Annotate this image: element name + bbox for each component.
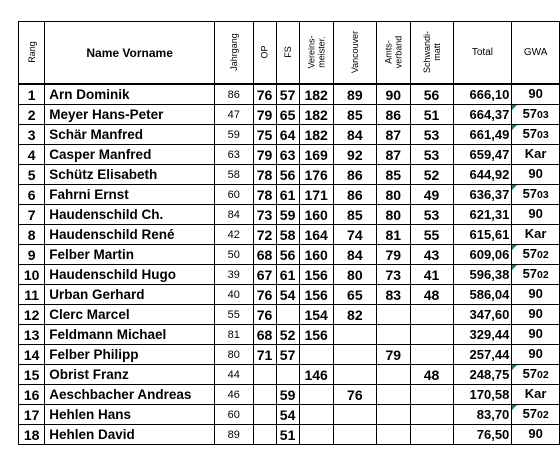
gwa-value: 90: [528, 286, 543, 301]
cell-amtsverband: 87: [377, 145, 411, 165]
table-row: [19, 165, 560, 185]
cell-jahrgang: 42: [214, 225, 253, 245]
cell-jahrgang: 81: [214, 325, 253, 345]
cell-schwandimatt: [410, 405, 453, 425]
cell-total: 257,44: [453, 345, 512, 365]
cell-jahrgang: 84: [214, 205, 253, 225]
cell-rang: 15: [19, 365, 45, 385]
cell-schwandimatt: 48: [410, 285, 453, 305]
cell-name: Hehlen David: [45, 425, 215, 445]
cell-total: 586,04: [453, 285, 512, 305]
cell-gwa: [512, 245, 560, 265]
cell-schwandimatt: 49: [410, 185, 453, 205]
cell-amtsverband: 81: [377, 225, 411, 245]
header-rang: Rang: [19, 22, 45, 85]
cell-total: 170,58: [453, 385, 512, 405]
cell-schwandimatt: 43: [410, 245, 453, 265]
gwa-suffix: 03: [537, 189, 549, 201]
cell-rang: 18: [19, 425, 45, 445]
cell-rang: 4: [19, 145, 45, 165]
cell-gwa: [512, 205, 560, 225]
table-row: [19, 225, 560, 245]
cell-vancouver: 89: [333, 84, 376, 105]
cell-total: 248,75: [453, 365, 512, 385]
header-gwa: GWA: [512, 22, 560, 85]
cell-op: 76: [253, 285, 276, 305]
cell-vereinsmeister: 176: [299, 165, 333, 185]
cell-vancouver: 82: [333, 305, 376, 325]
cell-amtsverband: [377, 305, 411, 325]
cell-vereinsmeister: 182: [299, 105, 333, 125]
cell-rang: 16: [19, 385, 45, 405]
cell-vancouver: 80: [333, 265, 376, 285]
cell-schwandimatt: 48: [410, 365, 453, 385]
cell-gwa: [512, 345, 560, 365]
cell-fs: 54: [276, 285, 299, 305]
cell-vereinsmeister: [299, 345, 333, 365]
cell-total: 596,38: [453, 265, 512, 285]
cell-name: Obrist Franz: [45, 365, 215, 385]
cell-vereinsmeister: 156: [299, 265, 333, 285]
header-total: Total: [453, 22, 512, 85]
cell-schwandimatt: [410, 385, 453, 405]
cell-op: 75: [253, 125, 276, 145]
cell-name: Clerc Marcel: [45, 305, 215, 325]
cell-schwandimatt: 53: [410, 145, 453, 165]
cell-name: Haudenschild Ch.: [45, 205, 215, 225]
cell-total: 609,06: [453, 245, 512, 265]
cell-schwandimatt: [410, 425, 453, 445]
gwa-value: Kar: [524, 226, 547, 241]
cell-op: 72: [253, 225, 276, 245]
cell-rang: 8: [19, 225, 45, 245]
cell-name: Meyer Hans-Peter: [45, 105, 215, 125]
cell-gwa: [512, 185, 560, 205]
cell-name: Hehlen Hans: [45, 405, 215, 425]
cell-total: 83,70: [453, 405, 512, 425]
cell-amtsverband: [377, 385, 411, 405]
cell-vancouver: 76: [333, 385, 376, 405]
cell-gwa: [512, 165, 560, 185]
cell-op: [253, 365, 276, 385]
header-vancouver: Vancouver: [333, 22, 376, 85]
cell-name: Felber Martin: [45, 245, 215, 265]
cell-gwa: [512, 305, 560, 325]
cell-gwa: [512, 385, 560, 405]
table-row: [19, 84, 560, 105]
cell-total: 347,60: [453, 305, 512, 325]
cell-op: 79: [253, 105, 276, 125]
cell-name: Schär Manfred: [45, 125, 215, 145]
cell-op: 67: [253, 265, 276, 285]
cell-fs: [276, 365, 299, 385]
cell-schwandimatt: 51: [410, 105, 453, 125]
gwa-suffix: 02: [537, 249, 549, 261]
cell-gwa: [512, 105, 560, 125]
cell-jahrgang: 86: [214, 84, 253, 105]
cell-amtsverband: 85: [377, 165, 411, 185]
cell-amtsverband: [377, 365, 411, 385]
cell-jahrgang: 63: [214, 145, 253, 165]
cell-vereinsmeister: 182: [299, 125, 333, 145]
cell-schwandimatt: [410, 345, 453, 365]
gwa-value: 57: [522, 126, 538, 141]
cell-rang: 13: [19, 325, 45, 345]
cell-gwa: [512, 265, 560, 285]
cell-gwa: [512, 285, 560, 305]
cell-op: 68: [253, 325, 276, 345]
table-row: [19, 385, 560, 405]
table-row: [19, 405, 560, 425]
cell-rang: 1: [19, 84, 45, 105]
cell-amtsverband: [377, 405, 411, 425]
table-row: [19, 345, 560, 365]
cell-fs: 57: [276, 84, 299, 105]
table-row: [19, 425, 560, 445]
header-jahrgang: Jahrgang: [214, 22, 253, 85]
header-row: [19, 22, 560, 85]
cell-jahrgang: 55: [214, 305, 253, 325]
table-row: [19, 365, 560, 385]
cell-amtsverband: 80: [377, 205, 411, 225]
cell-op: [253, 385, 276, 405]
cell-rang: 5: [19, 165, 45, 185]
cell-name: Aeschbacher Andreas: [45, 385, 215, 405]
cell-vancouver: 86: [333, 185, 376, 205]
cell-vereinsmeister: 171: [299, 185, 333, 205]
cell-amtsverband: 90: [377, 84, 411, 105]
gwa-value: 57: [522, 366, 538, 381]
cell-gwa: [512, 425, 560, 445]
cell-jahrgang: 80: [214, 345, 253, 365]
gwa-value: 90: [528, 326, 543, 341]
table-row: [19, 305, 560, 325]
cell-vancouver: 86: [333, 165, 376, 185]
cell-name: Urban Gerhard: [45, 285, 215, 305]
cell-rang: 12: [19, 305, 45, 325]
cell-schwandimatt: 53: [410, 125, 453, 145]
cell-gwa: [512, 145, 560, 165]
gwa-suffix: 03: [537, 129, 549, 141]
cell-total: 329,44: [453, 325, 512, 345]
header-schwandimatt: Schwandi- matt: [410, 22, 453, 85]
table-row: [19, 145, 560, 165]
table-row: [19, 265, 560, 285]
cell-vereinsmeister: 182: [299, 84, 333, 105]
cell-op: [253, 425, 276, 445]
cell-jahrgang: 58: [214, 165, 253, 185]
cell-schwandimatt: 52: [410, 165, 453, 185]
cell-vancouver: 85: [333, 105, 376, 125]
gwa-value: 57: [522, 186, 538, 201]
cell-rang: 9: [19, 245, 45, 265]
cell-vancouver: [333, 405, 376, 425]
cell-jahrgang: 59: [214, 125, 253, 145]
cell-fs: 56: [276, 165, 299, 185]
gwa-value: Kar: [524, 386, 547, 401]
gwa-suffix: 02: [537, 269, 549, 281]
cell-total: 636,37: [453, 185, 512, 205]
cell-jahrgang: 46: [214, 385, 253, 405]
gwa-value: 90: [528, 426, 543, 441]
cell-jahrgang: 44: [214, 365, 253, 385]
cell-op: 76: [253, 305, 276, 325]
cell-fs: 56: [276, 245, 299, 265]
cell-vancouver: 74: [333, 225, 376, 245]
cell-total: 659,47: [453, 145, 512, 165]
gwa-value: 90: [528, 206, 543, 221]
gwa-value: 57: [522, 246, 538, 261]
header-amtsverband: Amts- verband: [377, 22, 411, 85]
cell-total: 76,50: [453, 425, 512, 445]
cell-fs: [276, 305, 299, 325]
cell-op: 73: [253, 205, 276, 225]
cell-total: 644,92: [453, 165, 512, 185]
cell-rang: 3: [19, 125, 45, 145]
cell-gwa: [512, 325, 560, 345]
cell-schwandimatt: 41: [410, 265, 453, 285]
cell-fs: 51: [276, 425, 299, 445]
gwa-value: 90: [528, 346, 543, 361]
cell-fs: 54: [276, 405, 299, 425]
header-name: Name Vorname: [45, 22, 215, 85]
cell-rang: 17: [19, 405, 45, 425]
cell-amtsverband: 83: [377, 285, 411, 305]
cell-op: 76: [253, 84, 276, 105]
table-row: [19, 285, 560, 305]
cell-fs: 61: [276, 185, 299, 205]
cell-total: 666,10: [453, 84, 512, 105]
cell-vancouver: [333, 345, 376, 365]
cell-amtsverband: 86: [377, 105, 411, 125]
cell-fs: 52: [276, 325, 299, 345]
cell-gwa: [512, 125, 560, 145]
cell-rang: 6: [19, 185, 45, 205]
cell-vereinsmeister: 154: [299, 305, 333, 325]
cell-jahrgang: 39: [214, 265, 253, 285]
cell-name: Arn Dominik: [45, 84, 215, 105]
cell-rang: 10: [19, 265, 45, 285]
cell-name: Haudenschild Hugo: [45, 265, 215, 285]
table-row: [19, 185, 560, 205]
cell-vereinsmeister: 146: [299, 365, 333, 385]
gwa-value: 57: [522, 106, 538, 121]
results-table: [18, 21, 560, 445]
cell-total: 664,37: [453, 105, 512, 125]
cell-jahrgang: 89: [214, 425, 253, 445]
cell-amtsverband: 73: [377, 265, 411, 285]
cell-op: 68: [253, 245, 276, 265]
cell-fs: 57: [276, 345, 299, 365]
cell-op: [253, 405, 276, 425]
table-row: [19, 105, 560, 125]
header-op: OP: [253, 22, 276, 85]
cell-fs: 58: [276, 225, 299, 245]
cell-rang: 7: [19, 205, 45, 225]
cell-op: 78: [253, 185, 276, 205]
cell-vancouver: 65: [333, 285, 376, 305]
gwa-value: 90: [528, 86, 543, 101]
gwa-suffix: 02: [537, 409, 549, 421]
cell-rang: 2: [19, 105, 45, 125]
cell-gwa: [512, 225, 560, 245]
cell-op: 78: [253, 165, 276, 185]
cell-amtsverband: [377, 325, 411, 345]
cell-fs: 61: [276, 265, 299, 285]
cell-vancouver: [333, 325, 376, 345]
cell-vereinsmeister: [299, 385, 333, 405]
cell-name: Feldmann Michael: [45, 325, 215, 345]
cell-fs: 59: [276, 385, 299, 405]
cell-vancouver: 84: [333, 125, 376, 145]
cell-schwandimatt: 55: [410, 225, 453, 245]
cell-schwandimatt: 53: [410, 205, 453, 225]
cell-name: Schütz Elisabeth: [45, 165, 215, 185]
cell-amtsverband: 87: [377, 125, 411, 145]
cell-vereinsmeister: [299, 425, 333, 445]
table-row: [19, 325, 560, 345]
cell-total: 661,49: [453, 125, 512, 145]
cell-vereinsmeister: [299, 405, 333, 425]
cell-vancouver: 92: [333, 145, 376, 165]
header-fs: FS: [276, 22, 299, 85]
gwa-value: 90: [528, 166, 543, 181]
cell-gwa: [512, 365, 560, 385]
cell-schwandimatt: [410, 305, 453, 325]
cell-amtsverband: 79: [377, 345, 411, 365]
cell-jahrgang: 50: [214, 245, 253, 265]
cell-vancouver: [333, 365, 376, 385]
gwa-value: 57: [522, 406, 538, 421]
cell-schwandimatt: [410, 325, 453, 345]
cell-vancouver: [333, 425, 376, 445]
table-row: [19, 125, 560, 145]
cell-fs: 65: [276, 105, 299, 125]
cell-name: Felber Philipp: [45, 345, 215, 365]
cell-vereinsmeister: 156: [299, 325, 333, 345]
gwa-value: Kar: [524, 146, 547, 161]
header-vereinsmeister: Vereins- meister.: [299, 22, 333, 85]
cell-name: Haudenschild René: [45, 225, 215, 245]
gwa-suffix: 03: [537, 109, 549, 121]
cell-jahrgang: 60: [214, 405, 253, 425]
cell-fs: 59: [276, 205, 299, 225]
cell-op: 71: [253, 345, 276, 365]
cell-fs: 63: [276, 145, 299, 165]
cell-jahrgang: 60: [214, 185, 253, 205]
cell-vancouver: 84: [333, 245, 376, 265]
gwa-value: 90: [528, 306, 543, 321]
cell-gwa: [512, 84, 560, 105]
cell-name: Casper Manfred: [45, 145, 215, 165]
table-row: [19, 205, 560, 225]
cell-total: 615,61: [453, 225, 512, 245]
cell-vereinsmeister: 156: [299, 285, 333, 305]
cell-rang: 14: [19, 345, 45, 365]
cell-op: 79: [253, 145, 276, 165]
cell-name: Fahrni Ernst: [45, 185, 215, 205]
cell-vereinsmeister: 164: [299, 225, 333, 245]
cell-jahrgang: 47: [214, 105, 253, 125]
cell-amtsverband: 80: [377, 185, 411, 205]
cell-fs: 64: [276, 125, 299, 145]
cell-rang: 11: [19, 285, 45, 305]
cell-vereinsmeister: 160: [299, 205, 333, 225]
cell-vereinsmeister: 169: [299, 145, 333, 165]
cell-total: 621,31: [453, 205, 512, 225]
gwa-suffix: 02: [537, 369, 549, 381]
cell-jahrgang: 40: [214, 285, 253, 305]
cell-amtsverband: 79: [377, 245, 411, 265]
table-row: [19, 245, 560, 265]
gwa-value: 57: [522, 266, 538, 281]
cell-vereinsmeister: 160: [299, 245, 333, 265]
cell-schwandimatt: 56: [410, 84, 453, 105]
cell-gwa: [512, 405, 560, 425]
cell-vancouver: 85: [333, 205, 376, 225]
results-body: [19, 84, 560, 445]
cell-amtsverband: [377, 425, 411, 445]
